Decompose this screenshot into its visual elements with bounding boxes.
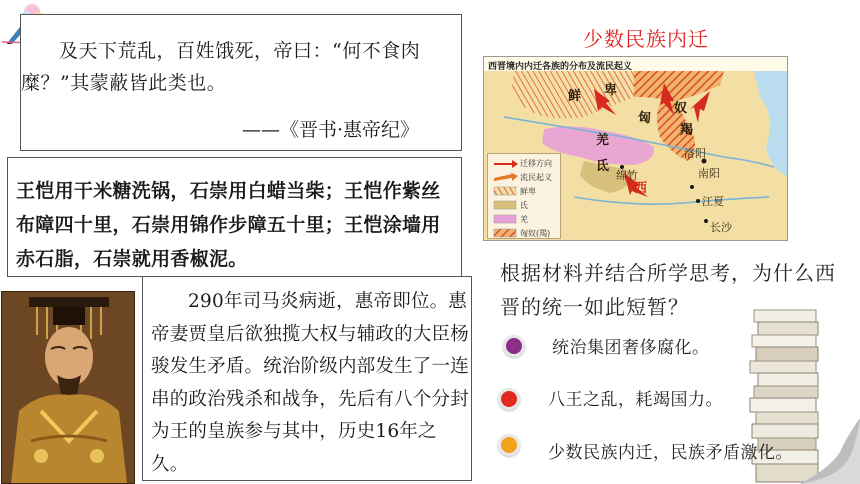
legend-label: 羌 <box>520 215 528 224</box>
map-label-changsha: 长沙 <box>710 221 732 234</box>
map-label-jie: 羯 <box>680 123 694 138</box>
history-box <box>142 276 472 481</box>
map-label-mianzhu: 绵竹 <box>616 169 638 182</box>
bullet-text-eight-princes: 八王之乱，耗竭国力。 <box>548 390 723 410</box>
legend-label: 流民起义 <box>520 173 552 182</box>
map-label-xiongnu-1: 匈 <box>638 111 652 126</box>
legend-label: 氐 <box>520 201 528 210</box>
legend-swatches <box>490 154 520 240</box>
section-title: 少数民族内迁 <box>583 27 709 51</box>
luxury-box <box>7 157 462 277</box>
map-label-di: 氐 <box>596 159 610 174</box>
bullet-dot-red-icon <box>498 388 520 410</box>
page-curl-icon <box>800 418 860 484</box>
legend-label: 匈奴(羯) <box>520 229 551 238</box>
discussion-question: 根据材料并结合所学思考，为什么西晋的统一如此短暂？ <box>500 261 836 319</box>
map-label-xianbei: 鲜 <box>568 89 582 104</box>
map-label-xiongnu-2: 奴 <box>674 101 688 116</box>
map-label-qiang: 羌 <box>596 133 610 148</box>
bullet-text-ethnic-migration: 少数民族内迁，民族矛盾激化。 <box>548 443 793 463</box>
map-label-jiangxia: 江夏 <box>702 195 724 208</box>
history-text: 290年司马炎病逝，惠帝即位。惠帝妻贾皇后欲独揽大权与辅政的大臣杨骏发生矛盾。统治阶级内部发生了一连串的政治残杀和战争，先后有八个分封为王的皇族参与其中，历史16年之久。 <box>151 291 469 475</box>
map-title: 西晋境内内迁各族的分布及流民起义 <box>488 62 633 72</box>
quote-text: 及天下荒乱，百姓饿死，帝曰：“何不食肉糜？”其蒙蔽皆此类也。 <box>21 40 421 94</box>
map-label-nanyang: 南阳 <box>698 167 720 180</box>
legend-label: 迁移方向 <box>520 159 552 168</box>
bullet-text-corruption: 统治集团奢侈腐化。 <box>552 338 710 358</box>
map-label-bei: 卑 <box>604 83 618 98</box>
map-label-xi: 西 <box>634 181 648 196</box>
emperor-portrait-image <box>1 291 135 484</box>
luxury-text: 王恺用干米糖洗锅，石崇用白蜡当柴；王恺作紫丝布障四十里，石崇用锦作步障五十里；王恺涂墙用赤石脂，石崇就用香椒泥。 <box>16 180 441 270</box>
bullet-dot-purple-icon <box>503 335 525 357</box>
bullet-dot-orange-icon <box>498 434 520 456</box>
quote-box <box>20 14 462 151</box>
migration-map <box>483 56 788 241</box>
map-label-luoyang: 洛阳 <box>684 147 706 160</box>
quote-source: ——《晋书·惠帝纪》 <box>241 119 419 141</box>
legend-label: 鲜卑 <box>520 187 536 196</box>
map-legend <box>487 153 561 239</box>
